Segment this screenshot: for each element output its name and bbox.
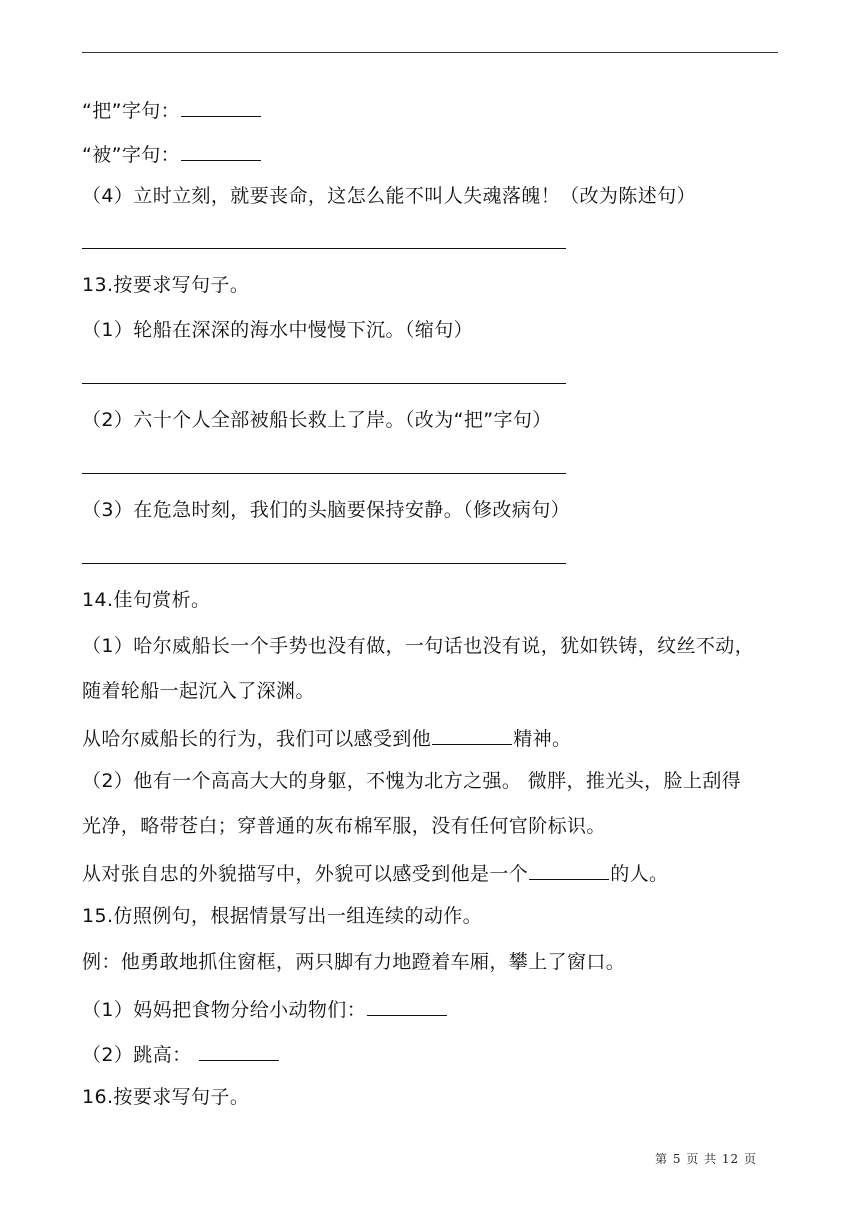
- bei-sentence-blank[interactable]: [181, 140, 261, 161]
- q15-1-line: [82, 995, 448, 1022]
- ba-sentence-blank[interactable]: [181, 96, 261, 117]
- q14-1-text-b: 随着轮船一起沉入了深渊。: [82, 680, 315, 702]
- q14-1-blank[interactable]: [432, 724, 512, 745]
- ba-sentence-line: [82, 96, 262, 123]
- q15-2-label: （2）跳高：: [82, 1044, 198, 1066]
- q13-3-text: （3）在危急时刻，我们的头脑要保持安静。（修改病句）: [82, 499, 570, 521]
- q14-2-blank[interactable]: [529, 859, 609, 880]
- q13-2-answer-line[interactable]: [82, 473, 566, 474]
- bei-sentence-label: “被”字句：: [82, 144, 181, 166]
- q15-example: 例：他勇敢地抓住窗框，两只脚有力地蹬着车厢，攀上了窗口。: [82, 951, 626, 973]
- q14-1-prompt-after: 精神。: [513, 728, 572, 750]
- bei-sentence-line: [82, 140, 262, 167]
- q14-2-prompt: [82, 859, 668, 886]
- q13-title: 13.按要求写句子。: [82, 274, 250, 296]
- q15-title: 15.仿照例句，根据情景写出一组连续的动作。: [82, 905, 483, 927]
- q13-1-answer-line[interactable]: [82, 383, 566, 384]
- q12-4-answer-line[interactable]: [82, 248, 566, 249]
- page-number: 第 5 页 共 12 页: [655, 1152, 757, 1166]
- q13-2-text: （2）六十个人全部被船长救上了岸。（改为“把”字句）: [82, 409, 552, 431]
- q14-2-prompt-after: 的人。: [610, 863, 669, 885]
- q14-2-text-a: （2）他有一个高高大大的身躯，不愧为北方之强。 微胖，推光头，脸上刮得: [82, 770, 742, 792]
- q15-1-label: （1）妈妈把食物分给小动物们：: [82, 999, 367, 1021]
- q15-2-blank[interactable]: [199, 1040, 279, 1061]
- q14-1-text-a: （1）哈尔威船长一个手势也没有做，一句话也没有说，犹如铁铸，纹丝不动，: [82, 635, 755, 657]
- q13-3-answer-line[interactable]: [82, 563, 566, 564]
- q15-1-blank[interactable]: [367, 995, 447, 1016]
- q12-4-text: （4）立时立刻，就要丧命，这怎么能不叫人失魂落魄！（改为陈述句）: [82, 185, 696, 207]
- q14-title: 14.佳句赏析。: [82, 589, 211, 611]
- q15-2-line: [82, 1040, 280, 1067]
- ba-sentence-label: “把”字句：: [82, 100, 181, 122]
- q16-title: 16.按要求写句子。: [82, 1086, 250, 1108]
- header-rule: [82, 52, 778, 53]
- q14-2-prompt-before: 从对张自忠的外貌描写中，外貌可以感受到他是一个: [82, 863, 529, 885]
- q13-1-text: （1）轮船在深深的海水中慢慢下沉。（缩句）: [82, 319, 473, 341]
- q14-2-text-b: 光净，略带苍白；穿普通的灰布棉军服，没有任何官阶标识。: [82, 815, 606, 837]
- q14-1-prompt-before: 从哈尔威船长的行为，我们可以感受到他: [82, 728, 432, 750]
- q14-1-prompt: [82, 724, 571, 751]
